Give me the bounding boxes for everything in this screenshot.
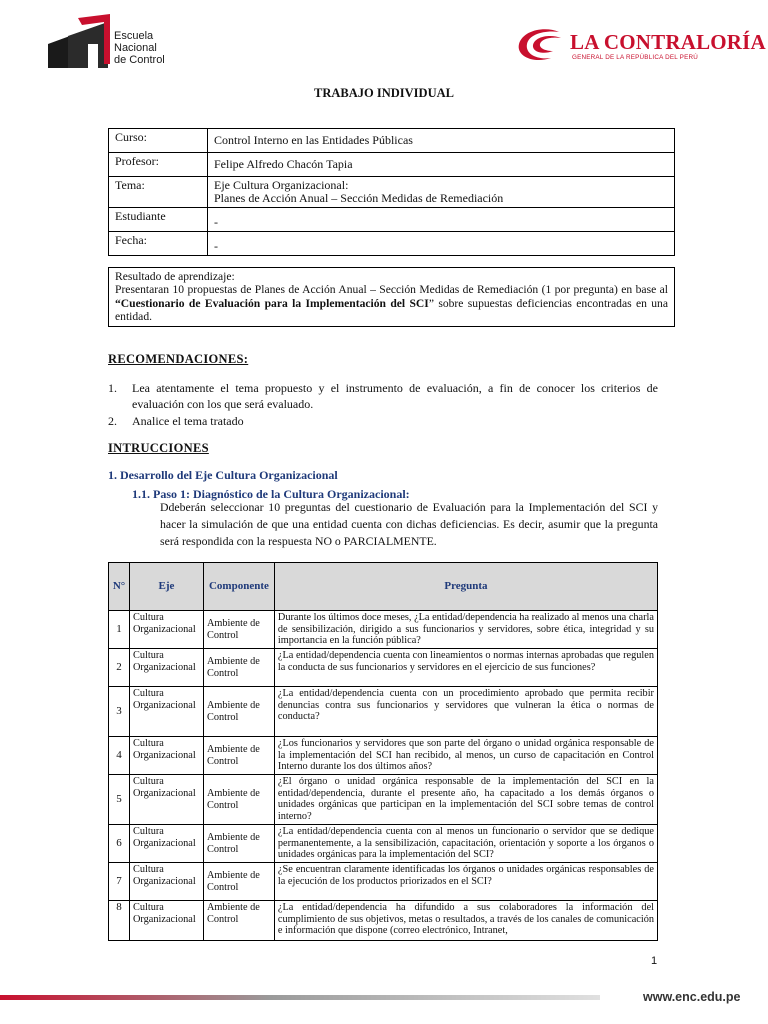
row-number: 7	[109, 863, 130, 901]
header-eje: Eje	[129, 563, 203, 611]
row-number: 3	[109, 687, 130, 737]
row-eje: Cultura Organizacional	[129, 687, 203, 737]
swoosh-icon	[515, 26, 565, 66]
contraloria-logo	[515, 26, 766, 70]
row-eje: Cultura Organizacional	[129, 863, 203, 901]
recommendation-number: 2.	[108, 414, 117, 428]
building-icon	[48, 14, 114, 72]
estudiante-value: -	[208, 208, 675, 232]
footer-url: www.enc.edu.pe	[643, 990, 741, 1004]
table-row	[109, 611, 658, 649]
row-pregunta: ¿La entidad/dependencia cuenta con lineamientos o normas internas aprobadas que regulen la conducta de sus funcionarios y servidores en el ejercicio de sus funciones?	[274, 649, 657, 687]
outcome-label: Resultado de aprendizaje:	[115, 270, 235, 283]
row-eje: Cultura Organizacional	[129, 737, 203, 775]
row-pregunta: Durante los últimos doce meses, ¿La entidad/dependencia ha realizado al menos una charla de sensibilización, dirigido a sus funcionarios y servidores, sobre ética, integridad y su importancia en la función pública?	[274, 611, 657, 649]
recomendaciones-heading: RECOMENDACIONES:	[108, 352, 249, 366]
instrucciones-heading: INTRUCCIONES	[108, 441, 209, 455]
row-number: 6	[109, 825, 130, 863]
table-row	[109, 901, 658, 941]
info-table	[108, 128, 675, 256]
fecha-value: -	[208, 232, 675, 256]
outcome-text-part-2: ” sobre supuestas deficiencias encontradas en una entidad.	[115, 296, 668, 324]
logo-line-2: Nacional	[114, 42, 157, 54]
tema-label: Tema:	[109, 177, 208, 208]
outcome-text	[115, 283, 668, 323]
row-componente: Ambiente de Control	[203, 825, 274, 863]
recommendation-text: Lea atentamente el tema propuesto y el instrumento de evaluación, a fin de conocer los criterios de evaluación con los que será evaluado.	[132, 381, 658, 411]
row-componente: Ambiente de Control	[203, 649, 274, 687]
row-pregunta: ¿La entidad/dependencia cuenta con un procedimiento aprobado que permita recibir denuncias contra sus funcionarios y servidores que vulneran la ética o normas de conducta?	[274, 687, 657, 737]
row-componente: Ambiente de Control	[203, 737, 274, 775]
page-number: 1	[651, 955, 658, 967]
row-componente: Ambiente de Control	[203, 863, 274, 901]
info-row-curso	[109, 129, 675, 153]
questions-table	[108, 562, 658, 941]
header-componente: Componente	[203, 563, 274, 611]
profesor-value: Felipe Alfredo Chacón Tapia	[208, 153, 675, 177]
curso-label: Curso:	[109, 129, 208, 153]
table-row	[109, 863, 658, 901]
escuela-nacional-logo	[48, 14, 188, 74]
row-pregunta: ¿Se encuentran claramente identificadas los órganos o unidades orgánicas responsables de la ejecución de los productos priorizados en el SCI?	[274, 863, 657, 901]
recommendation-item	[108, 380, 658, 412]
logo-line-1: Escuela	[114, 30, 154, 42]
page-title: TRABAJO INDIVIDUAL	[314, 86, 454, 100]
info-row-fecha	[109, 232, 675, 256]
row-number: 2	[109, 649, 130, 687]
header-pregunta: Pregunta	[274, 563, 657, 611]
info-row-estudiante	[109, 208, 675, 232]
table-row	[109, 825, 658, 863]
section-1-heading: 1. Desarrollo del Eje Cultura Organizacional	[108, 468, 338, 482]
recommendation-item	[108, 413, 658, 429]
row-number: 8	[109, 901, 130, 941]
questions-header-row	[109, 563, 658, 611]
row-eje: Cultura Organizacional	[129, 901, 203, 941]
learning-outcome-box	[108, 267, 675, 327]
row-pregunta: ¿La entidad/dependencia cuenta con al menos un funcionario o servidor que se dedique permanentemente, a la sensibilización, capacitación, orientación y soporte a los órganos o unidades orgánicas para la implementación del SCI?	[274, 825, 657, 863]
row-componente: Ambiente de Control	[203, 901, 274, 941]
logo-line-3: de Control	[114, 54, 165, 66]
instructions-paragraph: Ddeberán seleccionar 10 preguntas del cuestionario de Evaluación para la Implementación del SCI y hacer la simulación de que una entidad cuenta con dichas deficiencias. Es decir, asumir que la pregunta será respondida con la respuesta NO o PARCIALMENTE.	[160, 500, 658, 548]
row-componente: Ambiente de Control	[203, 611, 274, 649]
outcome-text-part-1: Presentaran 10 propuestas de Planes de Acción Anual – Sección Medidas de Remediación (1 por pregunta) en base al	[115, 283, 668, 297]
estudiante-label: Estudiante	[109, 208, 208, 232]
section-1-1-heading: 1.1. Paso 1: Diagnóstico de la Cultura Organizacional:	[132, 487, 410, 501]
table-row	[109, 649, 658, 687]
table-row	[109, 775, 658, 825]
info-row-tema	[109, 177, 675, 208]
info-row-profesor	[109, 153, 675, 177]
recommendation-number: 1.	[108, 381, 117, 395]
row-number: 1	[109, 611, 130, 649]
row-pregunta: ¿El órgano o unidad orgánica responsable de la implementación del SCI en la entidad/dependencia, durante el presente año, ha capacitado a los demás órganos o unidades orgánicas que participan en la implementación del SCI sobre temas de control interno?	[274, 775, 657, 825]
tema-line-1: Eje Cultura Organizacional:	[214, 178, 349, 192]
table-row	[109, 737, 658, 775]
contraloria-subtitle: GENERAL DE LA REPÚBLICA DEL PERÚ	[572, 54, 698, 61]
recommendation-text: Analice el tema tratado	[132, 414, 244, 428]
row-number: 4	[109, 737, 130, 775]
row-eje: Cultura Organizacional	[129, 649, 203, 687]
tema-line-2: Planes de Acción Anual – Sección Medidas de Remediación	[214, 191, 504, 205]
fecha-label: Fecha:	[109, 232, 208, 256]
table-row	[109, 687, 658, 737]
contraloria-name: LA CONTRALORÍA	[570, 30, 766, 54]
row-eje: Cultura Organizacional	[129, 611, 203, 649]
row-eje: Cultura Organizacional	[129, 825, 203, 863]
row-componente: Ambiente de Control	[203, 687, 274, 737]
row-eje: Cultura Organizacional	[129, 775, 203, 825]
header-no: N°	[109, 563, 130, 611]
outcome-text-bold: “Cuestionario de Evaluación para la Implementación del SCI	[115, 296, 429, 310]
row-pregunta: ¿La entidad/dependencia ha difundido a sus colaboradores la información del cumplimiento de sus objetivos, metas o resultados, a través de los canales de comunicación e información que dispone (correo electrónico, Intranet,	[274, 901, 657, 941]
curso-value: Control Interno en las Entidades Públicas	[208, 129, 675, 153]
escuela-logo-text	[114, 30, 165, 66]
row-componente: Ambiente de Control	[203, 775, 274, 825]
tema-value	[208, 177, 675, 208]
row-number: 5	[109, 775, 130, 825]
footer-gradient-bar	[0, 995, 600, 1000]
profesor-label: Profesor:	[109, 153, 208, 177]
row-pregunta: ¿Los funcionarios y servidores que son parte del órgano o unidad orgánica responsable de la implementación del SCI han recibido, al menos, un curso de capacitación en Control Interno durante los dos últimos años?	[274, 737, 657, 775]
